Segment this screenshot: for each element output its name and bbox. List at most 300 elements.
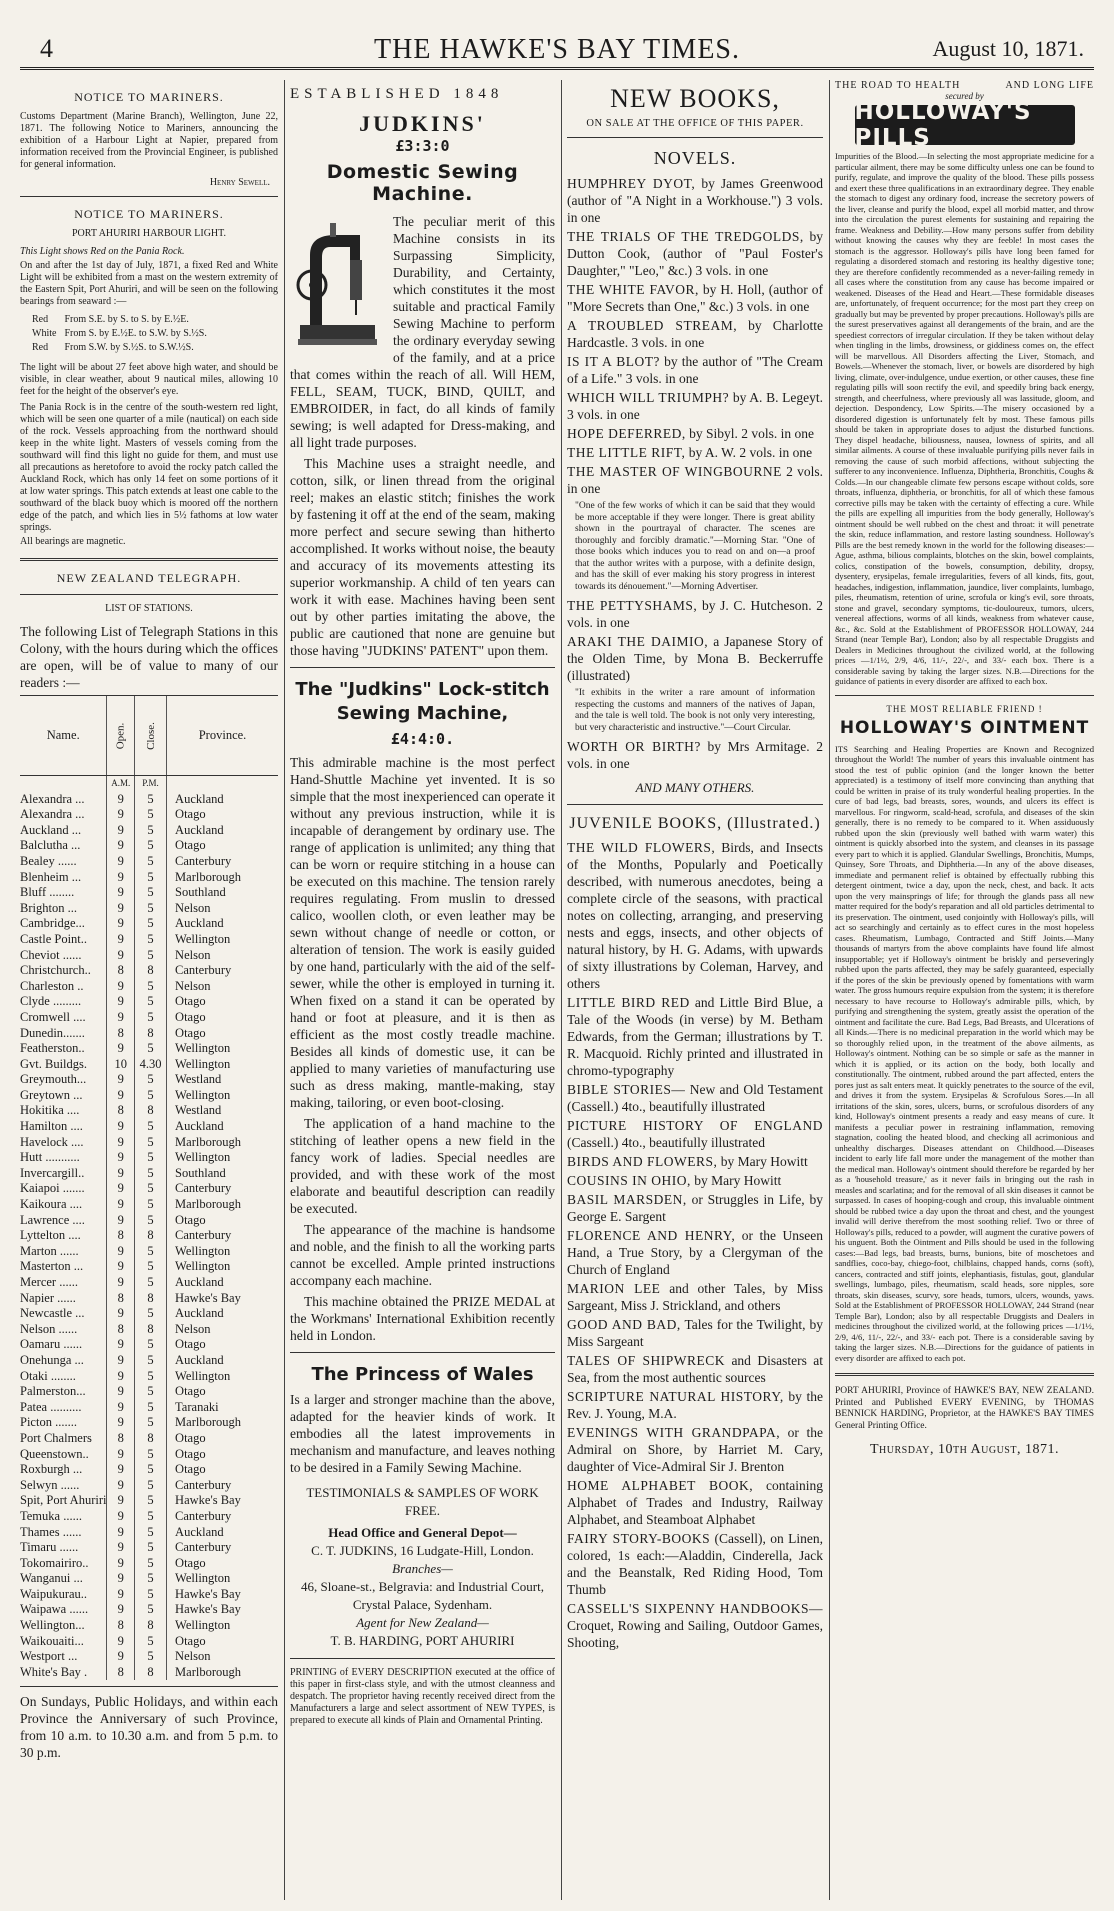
station-name: White's Bay . [20, 1664, 88, 1679]
station-province: Canterbury [167, 854, 278, 870]
station-open: 8 [107, 963, 135, 979]
book-entry [567, 1117, 823, 1151]
station-row [20, 1181, 278, 1197]
station-row [20, 838, 278, 854]
station-open: 9 [107, 1244, 135, 1260]
station-province: Wellington [167, 1618, 278, 1634]
station-open: 9 [107, 1587, 135, 1603]
book-details: or the Admiral on Shore, by Harriet M. Cary, daughter of Vice-Admiral Sir J. Brenton [567, 1425, 823, 1474]
book-details: by A. W. 2 vols. in one [688, 445, 813, 460]
station-open: 9 [107, 979, 135, 995]
station-open: 9 [107, 1306, 135, 1322]
station-row [20, 1259, 278, 1275]
notice2-heading: NOTICE TO MARINERS. [74, 207, 224, 221]
price-lockstitch: £4:4:0. [390, 730, 455, 748]
station-row [20, 1291, 278, 1307]
station-open: 9 [107, 1041, 135, 1057]
station-close: 4.30 [135, 1057, 167, 1073]
station-province: Canterbury [167, 963, 278, 979]
station-row [20, 823, 278, 839]
station-row [20, 1556, 278, 1572]
station-province: Otago [167, 1447, 278, 1463]
station-name: Greymouth... [20, 1072, 87, 1087]
book-entry [567, 1352, 823, 1386]
book-details: by Dutton Cook, (author of "Paul Foster's Daughter," "Leo," &c.) 3 vols. in one [567, 229, 823, 278]
station-row [20, 932, 278, 948]
notice2-body2: The light will be about 27 feet above high water, and should be visible, in clear weather, about 9 nautical miles, allowing 10 feet for the height of the observer's eye. [20, 362, 278, 397]
book-title: WHICH WILL TRIUMPH? [567, 390, 730, 405]
station-name: Onehunga ... [20, 1352, 84, 1367]
issue-date: August 10, 1871. [932, 36, 1084, 61]
station-province: Nelson [167, 1322, 278, 1338]
lockstitch-body4: This machine obtained the PRIZE MEDAL at the Workmans' International Exhibition recently held in London. [290, 1294, 555, 1343]
station-province: Nelson [167, 901, 278, 917]
book-entry [567, 228, 823, 279]
book-title: THE WILD FLOWERS, [567, 840, 716, 855]
station-close: 5 [135, 807, 167, 823]
station-province: Otago [167, 994, 278, 1010]
book-entry [567, 353, 823, 387]
station-close: 5 [135, 1649, 167, 1665]
station-close: 5 [135, 1010, 167, 1026]
station-row [20, 1135, 278, 1151]
page-number: 4 [40, 34, 53, 63]
station-province: Marlborough [167, 870, 278, 886]
station-name: Port Chalmers [20, 1430, 92, 1445]
station-open: 9 [107, 1353, 135, 1369]
station-open: 9 [107, 916, 135, 932]
price-domestic: £3:3:0 [395, 137, 450, 155]
station-name: Balclutha ... [20, 838, 81, 853]
lockstitch-title: The "Judkins" Lock-stitch Sewing Machine, [295, 679, 550, 724]
station-open: 9 [107, 1447, 135, 1463]
station-open: 9 [107, 1602, 135, 1618]
established-line [290, 86, 555, 103]
station-close: 5 [135, 1088, 167, 1104]
station-open: 8 [107, 1322, 135, 1338]
station-close: 5 [135, 1181, 167, 1197]
station-close: 5 [135, 1634, 167, 1650]
station-row [20, 1026, 278, 1042]
station-province: Hawke's Bay [167, 1493, 278, 1509]
station-open: 9 [107, 823, 135, 839]
station-row [20, 854, 278, 870]
book-title: HOME ALPHABET BOOK, [567, 1478, 754, 1493]
station-open: 8 [107, 1665, 135, 1681]
station-open: 9 [107, 1400, 135, 1416]
bearing-range: From S.E. by S. to S. by E.½E. [64, 314, 189, 325]
book-title: A TROUBLED STREAM, [567, 318, 738, 333]
station-close: 8 [135, 1431, 167, 1447]
station-open: 9 [107, 1135, 135, 1151]
book-entry [567, 994, 823, 1079]
column-holloway [835, 80, 1094, 1900]
notice1-signature: Henry Sewell. [209, 177, 270, 188]
station-close: 5 [135, 1369, 167, 1385]
station-row [20, 1166, 278, 1182]
station-open: 9 [107, 792, 135, 808]
station-row [20, 1197, 278, 1213]
lockstitch-body2: The application of a hand machine to the stitching of leather opens a new field in the fancy work of ladies. Special needles are provided, and with these work of the most elaborate and beautiful description can readily be executed. [290, 1116, 555, 1216]
book-details: New and Old Testament (Cassell.) 4to., beautifully illustrated [567, 1082, 823, 1114]
station-row [20, 1103, 278, 1119]
station-province: Hawke's Bay [167, 1602, 278, 1618]
station-open: 9 [107, 1166, 135, 1182]
station-name: Alexandra ... [20, 807, 85, 822]
station-row [20, 1571, 278, 1587]
stations-table [20, 695, 278, 1680]
column-rule [829, 80, 830, 1900]
book-details: by the Rev. J. Young, M.A. [567, 1389, 823, 1421]
station-name: Cheviot ...... [20, 947, 82, 962]
book-entry [567, 1600, 823, 1651]
station-close: 5 [135, 979, 167, 995]
station-open: 9 [107, 932, 135, 948]
and-many-others: AND MANY OTHERS. [635, 780, 755, 795]
agent: T. B. HARDING, PORT AHURIRI [330, 1633, 515, 1648]
station-close: 5 [135, 1213, 167, 1229]
book-entry [567, 633, 823, 684]
book-details: 2 vols. in one [567, 464, 823, 496]
station-name: Marton ...... [20, 1243, 79, 1258]
station-close: 5 [135, 854, 167, 870]
station-close: 5 [135, 1509, 167, 1525]
station-name: Dunedin....... [20, 1025, 85, 1040]
book-details: or the Unseen Hand, a True Story, by a Clergyman of the Church of England [567, 1228, 823, 1277]
station-open: 9 [107, 948, 135, 964]
station-province: Nelson [167, 979, 278, 995]
book-details: by Sibyl. 2 vols. in one [689, 426, 815, 441]
station-province: Hawke's Bay [167, 1587, 278, 1603]
station-province: Auckland [167, 1353, 278, 1369]
book-title: LITTLE BIRD RED [567, 995, 690, 1010]
station-close: 5 [135, 1306, 167, 1322]
column-notices [20, 80, 278, 1900]
sewing-machine-illustration [290, 215, 385, 355]
station-open: 9 [107, 1010, 135, 1026]
station-open: 9 [107, 870, 135, 886]
telegraph-intro: The following List of Telegraph Stations in this Colony, with the hours during which the offices are open, will be of value to many of our readers :— [20, 624, 278, 690]
book-details: by J. C. Hutcheson. 2 vols. in one [567, 598, 823, 630]
book-details: or Struggles in Life, by George E. Sargent [567, 1192, 823, 1224]
notice2-italic: This Light shows Red on the Pania Rock. [20, 246, 185, 257]
col-header-name: Name. [20, 696, 107, 776]
station-province: Marlborough [167, 1197, 278, 1213]
book-entry [567, 1424, 823, 1475]
book-details: and Disasters at Sea, from the most authentic sources [567, 1353, 823, 1385]
station-row [20, 916, 278, 932]
station-close: 5 [135, 885, 167, 901]
station-row [20, 1369, 278, 1385]
station-province: Auckland [167, 916, 278, 932]
station-province: Otago [167, 1010, 278, 1026]
book-details: by Charlotte Hardcastle. 3 vols. in one [567, 318, 823, 350]
book-title: THE MASTER OF WINGBOURNE [567, 464, 782, 479]
bearings-table [30, 312, 215, 356]
station-open: 9 [107, 1571, 135, 1587]
station-province: Auckland [167, 1275, 278, 1291]
novels-heading: NOVELS. [653, 148, 737, 168]
station-row [20, 1431, 278, 1447]
book-details: and Little Bird Blue, a Tale of the Woods (in verse) by M. Betham Edwards, from the German; illustrations by T. R. Macquoid. Richly printed and illustrated in chromo-typography [567, 995, 823, 1078]
station-row [20, 1493, 278, 1509]
branches: 46, Sloane-st., Belgravia: and Industrial Court, Crystal Palace, Sydenham. [301, 1579, 544, 1612]
station-province: Taranaki [167, 1400, 278, 1416]
station-close: 5 [135, 1384, 167, 1400]
station-row [20, 1057, 278, 1073]
station-name: Blenheim ... [20, 869, 82, 884]
book-entry [567, 1280, 823, 1314]
book-details: Croquet, Rowing and Sailing, Outdoor Games, Shooting, [567, 1618, 823, 1650]
station-name: Charleston .. [20, 978, 84, 993]
station-close: 5 [135, 1462, 167, 1478]
station-name: Palmerston... [20, 1384, 86, 1399]
station-open: 8 [107, 1618, 135, 1634]
station-close: 8 [135, 1026, 167, 1042]
unit-am: A.M. [107, 776, 135, 792]
unit-pm: P.M. [135, 776, 167, 792]
book-entry [567, 317, 823, 351]
book-entry [567, 444, 823, 461]
book-details: by H. Holl, (author of "More Secrets than One," &c.) 3 vols. in one [567, 282, 823, 314]
station-open: 9 [107, 1275, 135, 1291]
station-province: Hawke's Bay [167, 1291, 278, 1307]
station-province: Canterbury [167, 1509, 278, 1525]
station-name: Napier ...... [20, 1290, 76, 1305]
novels-quote1: "One of the few works of which it can be said that they would be more acceptable if they were longer. There is great ability shown in the pourtrayal of character. The scenes are thoroughly and forcibly dramatic."—Morning Star. "One of those books which induces you to read on and on—a proof that the author writes with a purpose, with a definite design, and has the skill of ever making his story progress in interest towards its dénouement."—Morning Advertiser. [575, 501, 815, 592]
masthead [20, 30, 1094, 70]
road-right: AND LONG LIFE [1005, 80, 1094, 91]
station-open: 9 [107, 1556, 135, 1572]
station-name: Wellington... [20, 1618, 85, 1633]
station-row [20, 1072, 278, 1088]
station-close: 5 [135, 1150, 167, 1166]
book-entry [567, 1316, 823, 1350]
station-name: Mercer ...... [20, 1275, 78, 1289]
station-close: 8 [135, 963, 167, 979]
book-entry [567, 425, 823, 442]
station-row [20, 1275, 278, 1291]
column-new-books [567, 80, 823, 1900]
station-open: 10 [107, 1057, 135, 1073]
domestic-machine-title: Domestic Sewing Machine. [326, 161, 519, 205]
footer-date: Thursday, 10th August, 1871. [870, 1442, 1059, 1457]
station-province: Auckland [167, 1525, 278, 1541]
station-row [20, 979, 278, 995]
station-close: 5 [135, 1493, 167, 1509]
bearing-row [32, 314, 213, 326]
station-province: Wellington [167, 1244, 278, 1260]
notice2-subheading: PORT AHURIRI HARBOUR LIGHT. [71, 228, 227, 239]
princess-title: The Princess of Wales [311, 1364, 534, 1385]
book-details: a Japanese Story of the Olden Time, by Mona B. Beckerruffe (illustrated) [567, 634, 823, 683]
station-name: Gvt. Buildgs. [20, 1056, 88, 1071]
station-name: Waipukurau.. [20, 1586, 88, 1601]
book-entry [567, 389, 823, 423]
road-left: THE ROAD TO HEALTH [835, 80, 961, 91]
station-province: Southland [167, 1166, 278, 1182]
book-title: BIRDS AND FLOWERS, [567, 1154, 718, 1169]
juvenile-list [567, 839, 823, 1651]
station-row [20, 1384, 278, 1400]
book-details: by A. B. Legeyt. 3 vols. in one [567, 390, 823, 422]
book-entry [567, 1477, 823, 1528]
station-open: 9 [107, 901, 135, 917]
bearing-colour: White [32, 328, 57, 339]
station-row [20, 1525, 278, 1541]
station-name: Spit, Port Ahuriri [20, 1493, 107, 1508]
station-open: 8 [107, 1228, 135, 1244]
station-close: 5 [135, 1041, 167, 1057]
station-row [20, 1088, 278, 1104]
column-rule [561, 80, 562, 1900]
station-name: Featherston.. [20, 1041, 85, 1056]
station-row [20, 994, 278, 1010]
station-row [20, 807, 278, 823]
station-close: 5 [135, 1135, 167, 1151]
station-name: Alexandra ... [20, 791, 85, 806]
book-details: (Cassell), on Linen, colored, 1s each:—Aladdin, Cinderella, Jack and the Beanstalk, Red Riding Hood, Tom Thumb [567, 1531, 823, 1597]
station-close: 5 [135, 1072, 167, 1088]
station-close: 5 [135, 838, 167, 854]
road-to-health [835, 80, 1094, 91]
station-row [20, 1649, 278, 1665]
station-row [20, 1150, 278, 1166]
station-close: 5 [135, 1244, 167, 1260]
telegraph-subheading: LIST OF STATIONS. [105, 603, 193, 614]
station-row [20, 870, 278, 886]
book-entry [567, 1227, 823, 1278]
station-name: Havelock .... [20, 1134, 84, 1149]
telegraph-heading: NEW ZEALAND TELEGRAPH. [56, 571, 242, 585]
book-title: GOOD AND BAD, [567, 1317, 681, 1332]
station-close: 5 [135, 994, 167, 1010]
station-row [20, 1415, 278, 1431]
notice1-heading: NOTICE TO MARINERS. [74, 90, 224, 104]
station-province: Marlborough [167, 1665, 278, 1681]
book-details: by Mary Howitt [720, 1154, 808, 1169]
station-open: 9 [107, 1540, 135, 1556]
testimonials: TESTIMONIALS & SAMPLES OF WORK FREE. [306, 1485, 539, 1518]
established-text: ESTABLISHED 1848 [290, 86, 504, 102]
station-row [20, 1322, 278, 1338]
station-row [20, 1665, 278, 1681]
station-close: 5 [135, 948, 167, 964]
novels-list2 [567, 597, 823, 684]
book-details: containing Alphabet of Trades and Industry, Railway Alphabet, and Steamboat Alphabet [567, 1478, 823, 1527]
printing-notice: PRINTING of EVERY DESCRIPTION executed at the office of this paper in first-class style, and with the utmost cleanness and despatch. The proprietor having recently received direct from the Manufacturers a large and select assortment of NEW TYPES, is prepared to execute all kinds of Plain and Ornamental Printing. [290, 1667, 555, 1726]
station-name: Oamaru ...... [20, 1337, 83, 1352]
station-row [20, 963, 278, 979]
station-row [20, 1540, 278, 1556]
book-title: HOPE DEFERRED, [567, 426, 686, 441]
novels-list3 [567, 738, 823, 772]
bearing-row [32, 328, 213, 340]
station-close: 5 [135, 1525, 167, 1541]
paper-title: THE HAWKE'S BAY TIMES. [374, 34, 740, 65]
station-province: Wellington [167, 1571, 278, 1587]
station-row [20, 885, 278, 901]
column-sewing-machines [290, 80, 555, 1900]
station-open: 9 [107, 1509, 135, 1525]
book-title: WORTH OR BIRTH? [567, 739, 701, 754]
station-open: 8 [107, 1026, 135, 1042]
station-name: Kaikoura .... [20, 1197, 83, 1212]
station-name: Waipawa ...... [20, 1602, 89, 1617]
station-open: 9 [107, 1150, 135, 1166]
station-name: Bluff ........ [20, 885, 75, 900]
station-province: Marlborough [167, 1135, 278, 1151]
book-details: and other Tales, by Miss Sargeant, Miss J. Strickland, and others [567, 1281, 823, 1313]
station-row [20, 1618, 278, 1634]
station-province: Wellington [167, 1369, 278, 1385]
bearing-range: From S.W. by S.½S. to S.W.½S. [64, 342, 194, 353]
station-open: 9 [107, 1384, 135, 1400]
station-name: Christchurch.. [20, 963, 91, 978]
book-title: FLORENCE AND HENRY, [567, 1228, 736, 1243]
station-name: Cromwell .... [20, 1009, 86, 1024]
domestic-machine-body: The peculiar merit of this Machine consists in its Surpassing Simplicity, Durability, and Certainty, which constitutes it the most suitable and practical Family Sewing Machine to perform the ordinary everyday sewing of the family, and at a price that comes within the reach of all. Will HEM, FELL, SEAM, TUCK, BIND, QUILT, and EMBROIDER, in fact, do all kinds of family sewing; is well adapted for Dress-making, and all light trade purposes. [290, 214, 555, 450]
station-open: 9 [107, 994, 135, 1010]
station-name: Patea .......... [20, 1399, 82, 1414]
station-open: 9 [107, 1088, 135, 1104]
station-province: Marlborough [167, 1415, 278, 1431]
ointment-body: ITS Searching and Healing Properties are Known and Recognized throughout the World! The number of years this invaluable ointment has stood the test of public opinion (and the longer known the better appreciated) is a testimony of itself more convincing than anything that could be written in praise of its truly wonderful healing properties. In the cure of bad legs, bad breasts, sores, wounds, and ulcers its effect is marvellous. For ringworm, scald-head, scrofula, and diseases of the skin generally, there is no remedy to be compared to it. When assiduously rubbed upon the skin (previously well bathed with warm water) this ointment is quickly absorbed into the system, and cleanses in its passage every part to which it is applied. Glandular Swellings, Bronchitis, Mumps, Quinsey, Sore Throats, and Diphtheria.—In any of the above diseases, immediate and permanent relief is obtained by effectually rubbing this detergent ointment, twice a day, upon the neck, chest, and back. It acts upon the very mainsprings of life; for through the glands pass all new matter required for the body's reparation and all old particles detrimental to its preservation. The ointment, used conjointly with Holloway's pills, will act so searchingly and certainly as to effect cures in the most hopeless cases. Rheumatism, Lumbago, Contracted and Stiff Joints.—Many thousands of martyrs from the above complaints have found life almost insupportable; yet if Holloway's ointment be briskly and perseveringly rubbed upon the parts affected, they may be safely guaranteed, especially if the pores of the skin be previously opened by fomentations with warm water. The gross humours require expulsion from the system; it is therefore necessary to have recourse to Holloway's admirable pills, which, by purifying and strengthening the system, greatly assist the operation of the ointment and facilitate the cure. Bad Legs, Bad Breasts, and Ulcerations of all Kinds.—There is no medicinal preparation in the world which may be so thoroughly relied upon, in the treatment of the above ailments, as Holloway's ointment. Nothing can be so simple or safe as the manner in which it is applied, or its action on the body, both locally and constitutionally. The ointment, rubbed around the part affected, enters the pores just as salt enters meat. It quickly penetrates to the source of the evil, and drives it from the system. Erysipelas & Scrofulous Sores.—In all irritations of the skin, sores, ulcers, burns, or scrofulous disorders of any kind, Holloway's ointment presents a ready and easy means of cure. It manifests a peculiar power in restraining inflammation, removing stagnation, cooling the heated blood, and checking all acrimonious and unhealthy discharges. Diseases attendant on Childhood.—Diseases incident to early life fall more under the management of the mother than the medical man. Holloway's ointment should therefore be regarded by her as a 'household treasure,' as it never fails in bringing out the rash in measles and scarlatina; and for the removal of all skin diseases it cannot be surpassed. In cases of hooping-cough and croup, this invaluable ointment should be rubbed twice a day upon the throat and chest, and the youngest invalid will derive therefrom the most soothing relief. Two or three of Holloway's pills, reduced to a powder, will augment the curative powers of his unguent. Both the Ointment and Pills should be used in the following cases:—Bad legs, bad breasts, burns, bunions, bite of moschetoes and sandflies, coco-bay, chiego-foot, chilblains, chapped hands, corns (soft), cancers, contracted and stiff joints, elephantiasis, fistulas, gout, glandular swellings, lumbago, piles, rheumatism, scald heads, sore nipples, sore throats, skin diseases, scurvy, sore heads, tumors, ulcers, wounds, yaws. Sold at the Establishment of PROFESSOR HOLLOWAY, 244 Strand (near Temple Bar), London; also by all respectable Druggists and Dealers in medicines throughout the civilized world, at the following prices —1/1½, 2/9, 4/6, 11/-, 22/-, and 33/- each pot. There is a considerable saving by taking the larger sizes. N.B.—Directions for the guidance of patients in every disorder are affixed to each pot. [835, 743, 1094, 1363]
book-details: Birds, and Insects of the Months, Popularly and Poetically described, with numerous anecdotes, being a complete circle of the seasons, with practical notes on collecting, arranging, and preserving nests and eggs, insects, and other objects of natural history, by H. G. Adams, with upwards of sixty illustrations by Coleman, Harvey, and others [567, 840, 823, 991]
book-entry [567, 1172, 823, 1189]
station-province: Westland [167, 1103, 278, 1119]
station-province: Canterbury [167, 1228, 278, 1244]
station-province: Nelson [167, 948, 278, 964]
station-province: Canterbury [167, 1478, 278, 1494]
book-title: HUMPHREY DYOT, [567, 176, 696, 191]
station-close: 5 [135, 1166, 167, 1182]
holloways-ointment-banner: HOLLOWAY'S OINTMENT [839, 717, 1090, 738]
station-close: 5 [135, 870, 167, 886]
notice2-footnote: All bearings are magnetic. [20, 536, 126, 547]
station-row [20, 1041, 278, 1057]
col-header-province: Province. [167, 696, 278, 776]
book-details: Tales for the Twilight, by Miss Sargeant [567, 1317, 823, 1349]
station-row [20, 1213, 278, 1229]
station-name: Picton ....... [20, 1415, 77, 1430]
station-province: Wellington [167, 1150, 278, 1166]
book-entry [567, 1530, 823, 1598]
station-row [20, 1509, 278, 1525]
book-entry [567, 463, 823, 497]
station-open: 9 [107, 1415, 135, 1431]
station-close: 5 [135, 916, 167, 932]
station-name: Timaru ...... [20, 1540, 79, 1555]
station-open: 8 [107, 1291, 135, 1307]
book-title: IS IT A BLOT? [567, 354, 660, 369]
station-row [20, 1306, 278, 1322]
book-details: by Mary Howitt [694, 1173, 782, 1188]
book-entry [567, 1388, 823, 1422]
station-close: 5 [135, 1119, 167, 1135]
book-title: THE WHITE FAVOR, [567, 282, 699, 297]
station-name: Lawrence .... [20, 1212, 85, 1227]
station-province: Wellington [167, 1259, 278, 1275]
secured-by: secured by [945, 91, 984, 101]
station-row [20, 1244, 278, 1260]
holloways-pills-banner: HOLLOWAY'S PILLS [855, 105, 1075, 145]
station-name: Invercargill.. [20, 1165, 85, 1180]
station-open: 9 [107, 1649, 135, 1665]
book-title: FAIRY STORY-BOOKS [567, 1531, 711, 1546]
station-close: 8 [135, 1618, 167, 1634]
station-province: Otago [167, 1462, 278, 1478]
